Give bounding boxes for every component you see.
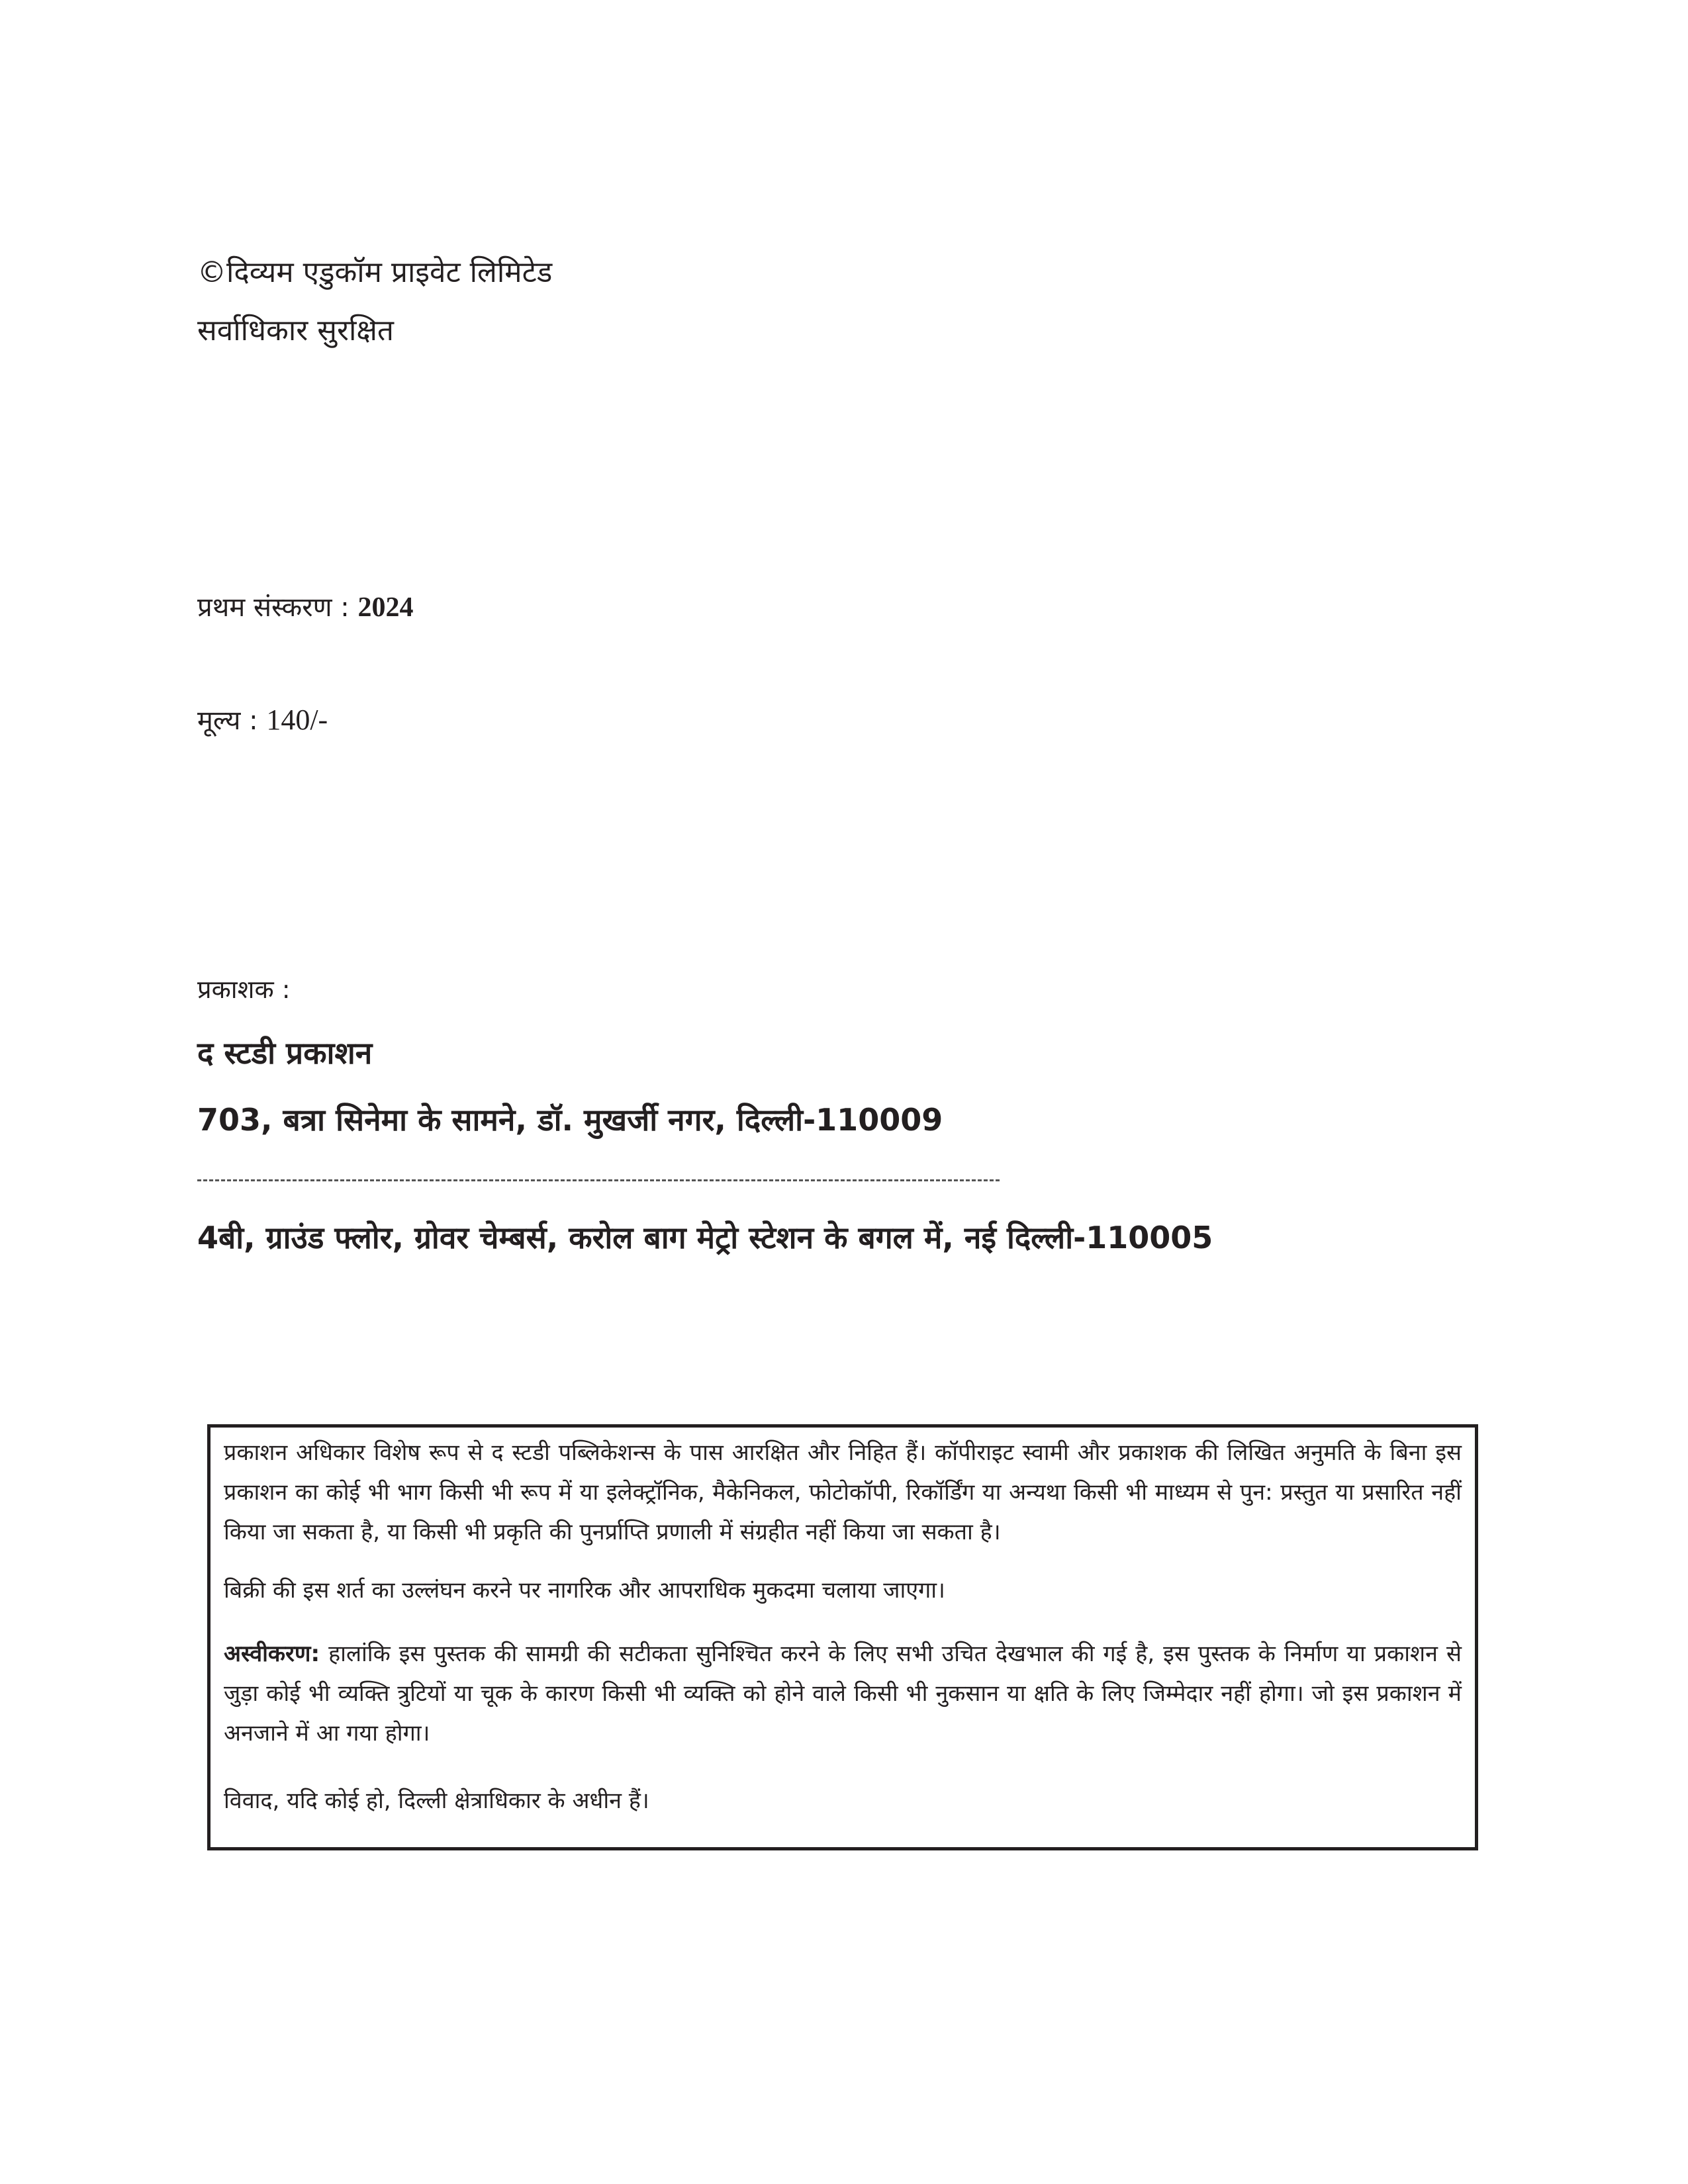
- price-line: [197, 702, 328, 739]
- publisher-name: द स्टडी प्रकाशन: [197, 1035, 373, 1071]
- publisher-label: प्रकाशक :: [197, 975, 291, 1004]
- edition-label: प्रथम संस्करण :: [197, 592, 358, 623]
- disclaimer-paragraph: [224, 1634, 1462, 1753]
- edition-year: 2024: [357, 592, 414, 623]
- jurisdiction-paragraph: विवाद, यदि कोई हो, दिल्ली क्षेत्राधिकार के अधीन हैं।: [224, 1788, 649, 1814]
- disclaimer-label: अस्वीकरण:: [224, 1641, 320, 1667]
- rights-reserved: सर्वाधिकार सुरक्षित: [197, 314, 394, 347]
- legal-notice-box: [207, 1424, 1478, 1850]
- dashed-divider: [197, 1179, 1000, 1181]
- disclaimer-text: हालांकि इस पुस्तक की सामग्री की सटीकता सुनिश्चित करने के लिए सभी उचित देखभाल की गई है, इस पुस्तक के निर्माण या प्रकाशन से जुड़ा कोई भी व्यक्ति त्रुटियों या चूक के कारण किसी भी व्यक्ति को होने वाले किसी भी नुकसान या क्षति के लिए जिम्मेदार नहीं होगा। जो इस प्रकाशन में अनजाने में आ गया होगा।: [224, 1641, 1462, 1747]
- edition-line: [197, 589, 413, 626]
- publisher-address-1: 703, बत्रा सिनेमा के सामने, डॉ. मुखर्जी नगर, दिल्ली-110009: [197, 1102, 943, 1138]
- copyright-holder: ©दिव्यम एडुकॉम प्राइवेट लिमिटेड: [197, 255, 553, 289]
- price-amount: 140/-: [266, 704, 328, 736]
- rights-paragraph: प्रकाशन अधिकार विशेष रूप से द स्टडी पब्लिकेशन्स के पास आरक्षित और निहित हैं। कॉपीराइट स्वामी और प्रकाशक की लिखित अनुमति के बिना इस प्रकाशन का कोई भी भाग किसी भी रूप में या इलेक्ट्रॉनिक, मैकेनिकल, फोटोकॉपी, रिकॉर्डिंग या अन्यथा किसी भी माध्यम से पुन: प्रस्तुत या प्रसारित नहीं किया जा सकता है, या किसी भी प्रकृति की पुनर्प्राप्ति प्रणाली में संग्रहीत नहीं किया जा सकता है।: [224, 1439, 1462, 1545]
- publisher-address-2: 4बी, ग्राउंड फ्लोर, ग्रोवर चेम्बर्स, करोल बाग मेट्रो स्टेशन के बगल में, नई दिल्ली-110005: [197, 1220, 1213, 1255]
- sale-condition-paragraph: बिक्री की इस शर्त का उल्लंघन करने पर नागरिक और आपराधिक मुकदमा चलाया जाएगा।: [224, 1577, 945, 1604]
- price-label: मूल्य :: [197, 705, 267, 736]
